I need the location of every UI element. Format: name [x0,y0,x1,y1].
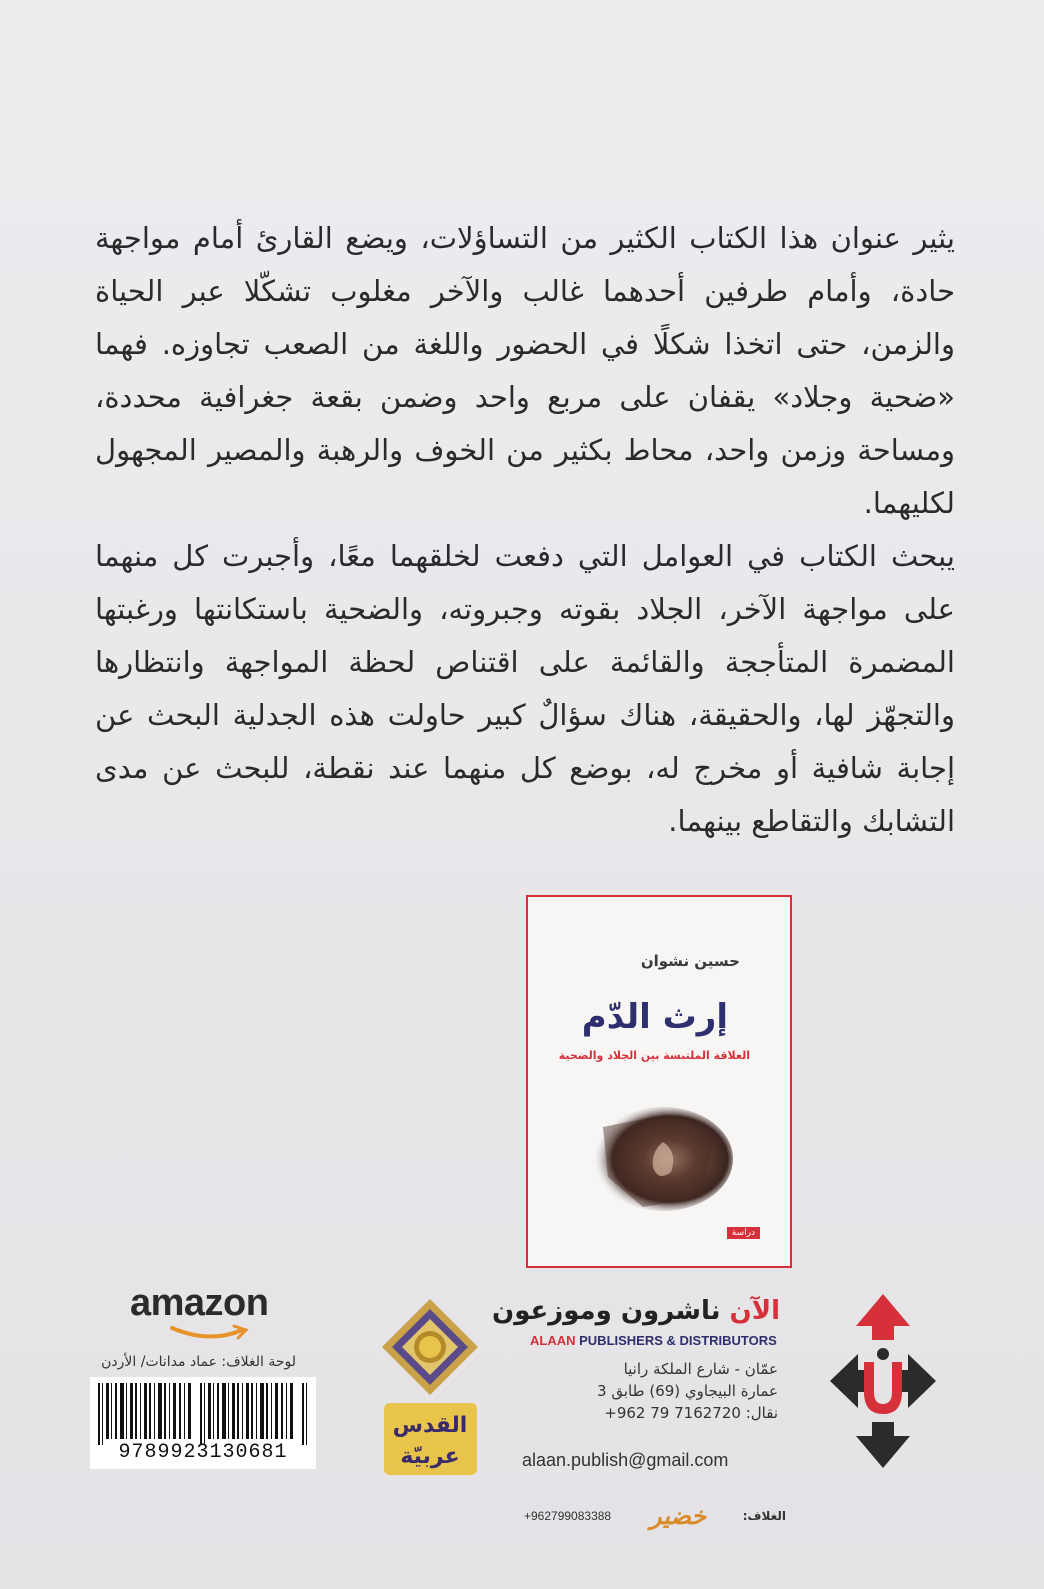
publisher-en-highlight: ALAAN [530,1333,576,1348]
quds-logo-line-2: عربيّة [400,1444,460,1469]
blurb-text [95,212,955,848]
cover-title: إرث الدّم [581,997,728,1037]
publisher-name-highlight: الآن [729,1296,780,1326]
publisher-en-rest: PUBLISHERS & DISTRIBUTORS [579,1333,777,1348]
front-cover-thumbnail [526,895,792,1268]
publisher-name-ar [492,1296,780,1326]
publisher-email: alaan.publish@gmail.com [522,1450,729,1470]
isbn-number: 9789923130681 [118,1441,288,1464]
cover-design-label: الغلاف: [742,1509,786,1523]
publisher-phone: +962 79 7162720 [604,1404,741,1422]
cover-painting-image [583,1097,733,1217]
cover-genre-badge: دراسة [727,1227,760,1239]
cover-author: حسين نشوان [640,952,740,970]
cover-design-credit [520,1503,788,1533]
publisher-name-en [530,1333,777,1348]
amazon-smile-icon [170,1324,250,1342]
blurb-paragraph-1: يثير عنوان هذا الكتاب الكثير من التساؤلات، ويضع القارئ أمام مواجهة حادة، وأمام طرفين أحدهما غالب والآخر مغلوب تشكّلا عبر الحياة والزمن، حتى اتخذا شكلًا في الحضور واللغة من الصعب تجاوزه. فهما «ضحية وجلاد» يقفان على مربع واحد وضمن بقعة جغرافية محددة، ومساحة وزمن واحد، محاط بكثير من الخوف والرهبة والمصير المجهول لكليهما. [95,221,955,520]
address-line-2: عمارة البيجاوي (69) طابق 3 [597,1382,778,1400]
amazon-logo: amazon [130,1282,269,1324]
phone-label: نقال: [745,1404,778,1422]
isbn-barcode [90,1377,316,1469]
quds-arabia-logo-icon [378,1295,483,1480]
designer-phone: +962799083388 [524,1509,612,1523]
designer-signature: خضير [650,1501,707,1530]
barcode-icon [96,1383,310,1445]
quds-logo-line-1: القدس [392,1413,468,1438]
alaan-logo-icon [828,1292,938,1470]
publisher-address [518,1358,778,1424]
publisher-name-rest: ناشرون وموزعون [492,1296,721,1326]
address-line-1: عمّان - شارع الملكة رانيا [623,1360,778,1378]
blurb-paragraph-2: يبحث الكتاب في العوامل التي دفعت لخلقهما معًا، وأجبرت كل منهما على مواجهة الآخر، الجلاد بقوته وجبروته، والضحية باستكانتها ورغبتها المضمرة المتأججة والقائمة على اقتناص لحظة المواجهة وانتظارها والتجهّز لها، والحقيقة، هناك سؤالٌ كبير حاولت هذه الجدلية البحث عن إجابة شافية أو مخرج له، بوضع كل منهما عند نقطة، للبحث عن مدى التشابك والتقاطع بينهما. [95,539,955,838]
address-line-3 [518,1402,778,1424]
cover-subtitle: العلاقة الملتبسة بين الجلاد والضحية [558,1049,750,1062]
cover-artist-credit: لوحة الغلاف: عماد مدانات/ الأردن [101,1354,296,1370]
